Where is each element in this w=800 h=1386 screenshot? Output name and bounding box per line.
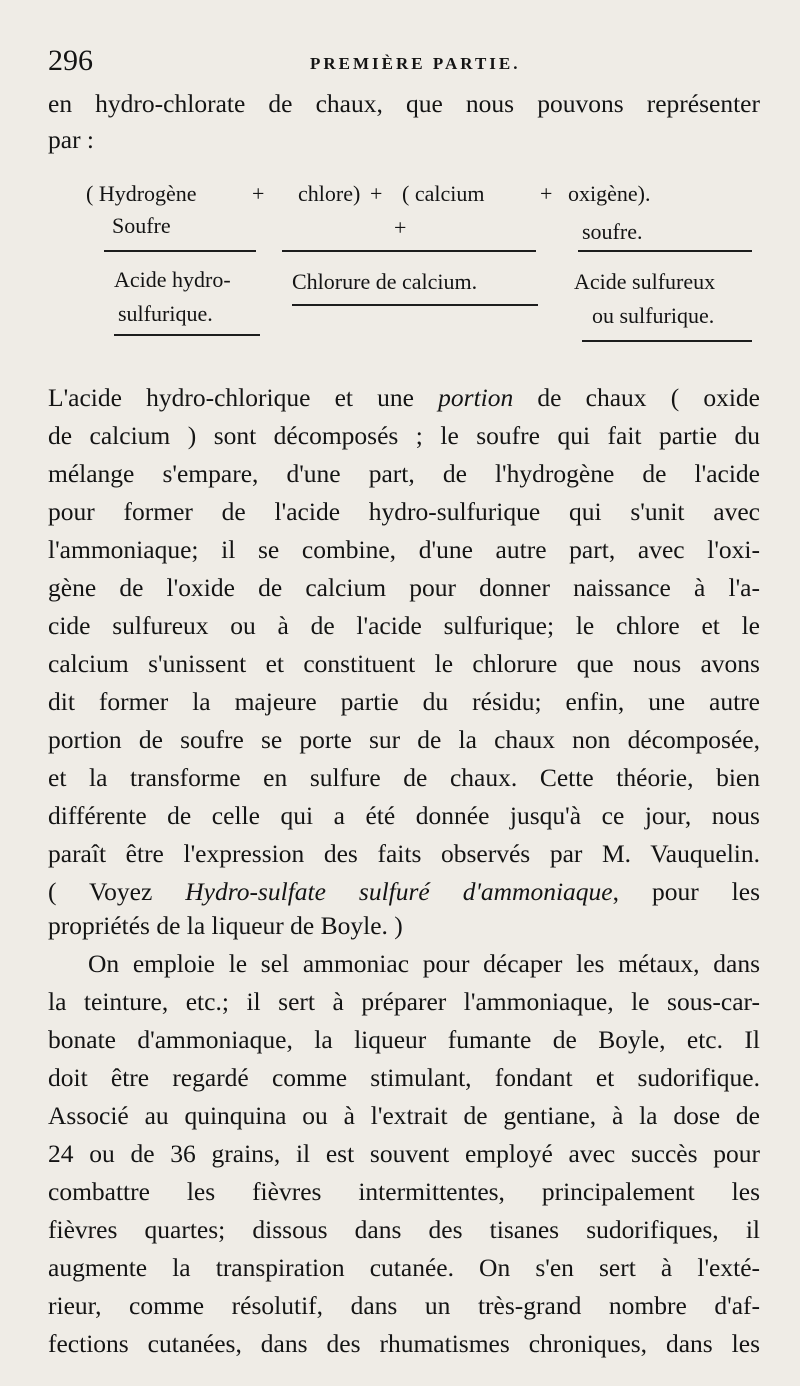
text-line: augmente la transpiration cutanée. On s'en sert à l'exté- [48, 1253, 760, 1282]
text-line: fièvres quartes; dissous dans des tisanes sudorifiques, il [48, 1215, 760, 1244]
formula-part: Soufre [112, 213, 171, 238]
product-label: Chlorure de calcium. [292, 269, 478, 294]
text-line: et la transforme en sulfure de chaux. Cette théorie, bien [48, 763, 760, 792]
text-line: pour former de l'acide hydro-sulfurique qui s'unit avec [48, 497, 760, 526]
product-label: ou sulfurique. [592, 303, 715, 328]
page-header [48, 44, 760, 80]
formula-rule [292, 304, 538, 306]
product-label: Acide sulfureux [574, 269, 716, 294]
text-line: gène de l'oxide de calcium pour donner naissance à l'a- [48, 573, 760, 602]
text-line: propriétés de la liqueur de Boyle. ) [48, 911, 403, 940]
text-line: ( Voyez Hydro-sulfate sulfuré d'ammoniaque, pour les [48, 877, 761, 906]
text-line: différente de celle qui a été donnée jusqu'à ce jour, nous [48, 801, 760, 830]
formula-rule [582, 340, 752, 342]
formula-part: soufre. [582, 219, 643, 244]
formula-part: chlore) [298, 181, 361, 206]
text-line: dit former la majeure partie du résidu; enfin, une autre [48, 687, 760, 716]
text-line: fections cutanées, dans des rhumatismes chroniques, dans les [48, 1329, 760, 1358]
formula-rule [104, 250, 256, 252]
text-line: en hydro-chlorate de chaux, que nous pouvons représenter [48, 89, 760, 118]
text-line: On emploie le sel ammoniac pour décaper les métaux, dans [88, 949, 760, 978]
text-line: calcium s'unissent et constituent le chlorure que nous avons [48, 649, 760, 678]
text-line: cide sulfureux ou à de l'acide sulfurique; le chlore et le [48, 611, 760, 640]
text-line: l'ammoniaque; il se combine, d'une autre part, avec l'oxi- [48, 535, 760, 564]
text-line: L'acide hydro-chlorique et une portion de chaux ( oxide [48, 383, 761, 412]
text-line: par : [48, 125, 95, 154]
text-line: portion de soufre se porte sur de la chaux non décomposée, [48, 725, 760, 754]
formula-plus: + [252, 181, 265, 206]
text-line: doit être regardé comme stimulant, fondant et sudorifique. [48, 1063, 760, 1092]
running-title: PREMIÈRE PARTIE. [310, 54, 521, 73]
formula-part: oxigène). [568, 181, 651, 206]
text-line: Associé au quinquina ou à l'extrait de gentiane, à la dose de [48, 1101, 760, 1130]
text-line: combattre les fièvres intermittentes, principalement les [48, 1177, 760, 1206]
text-line: de calcium ) sont décomposés ; le soufre qui fait partie du [48, 421, 760, 450]
text-line: rieur, comme résolutif, dans un très-grand nombre d'af- [48, 1291, 760, 1320]
text-line: paraît être l'expression des faits observés par M. Vauquelin. [48, 839, 760, 868]
text-line: 24 ou de 36 grains, il est souvent employé avec succès pour [48, 1139, 760, 1168]
formula-part: ( calcium [402, 181, 485, 206]
formula-rule [114, 334, 260, 336]
product-label: Acide hydro- [114, 267, 231, 292]
text-line: mélange s'empare, d'une part, de l'hydrogène de l'acide [48, 459, 760, 488]
text-line: la teinture, etc.; il sert à préparer l'ammoniaque, le sous-car- [48, 987, 760, 1016]
formula-rule [578, 250, 752, 252]
formula-rule [282, 250, 536, 252]
product-label: sulfurique. [118, 301, 213, 326]
page-number: 296 [48, 44, 93, 77]
formula-part: ( Hydrogène [86, 181, 197, 206]
text-line: bonate d'ammoniaque, la liqueur fumante de Boyle, etc. Il [48, 1025, 760, 1054]
formula-plus: + [540, 181, 553, 206]
formula-plus: + [370, 181, 383, 206]
formula-plus: + [394, 215, 407, 240]
